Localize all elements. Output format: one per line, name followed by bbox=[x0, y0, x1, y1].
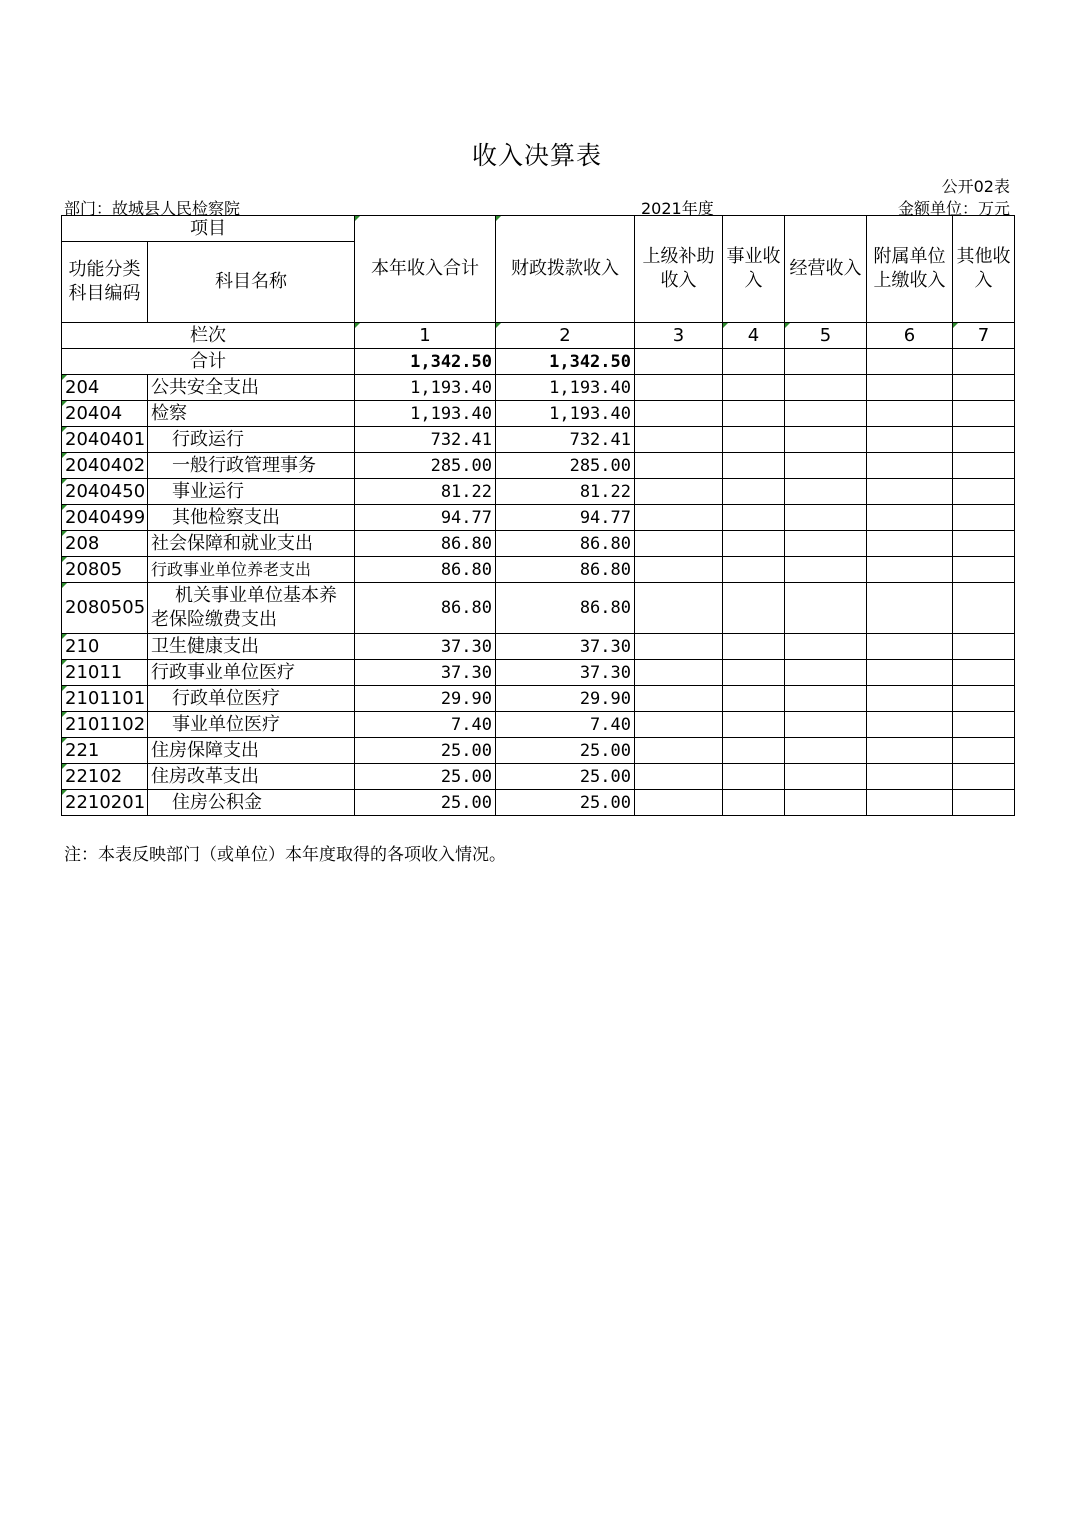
table-row bbox=[62, 401, 1015, 427]
row-name: 社会保障和就业支出 bbox=[148, 531, 355, 557]
row-code: 2210201 bbox=[62, 790, 148, 816]
row-fiscal: 1,193.40 bbox=[496, 401, 635, 427]
row-code: 221 bbox=[62, 738, 148, 764]
table-row bbox=[62, 790, 1015, 816]
summary-fiscal: 1,342.50 bbox=[496, 349, 635, 375]
header-other: 其他收入 bbox=[953, 216, 1015, 323]
row-total: 37.30 bbox=[355, 634, 496, 660]
row-code: 2040450 bbox=[62, 479, 148, 505]
row-name: 住房改革支出 bbox=[148, 764, 355, 790]
table-row bbox=[62, 712, 1015, 738]
row-code: 210 bbox=[62, 634, 148, 660]
row-code: 2040499 bbox=[62, 505, 148, 531]
row-code: 2040401 bbox=[62, 427, 148, 453]
table-row bbox=[62, 453, 1015, 479]
table-row bbox=[62, 686, 1015, 712]
table-row bbox=[62, 557, 1015, 583]
row-name: 卫生健康支出 bbox=[148, 634, 355, 660]
header-code: 功能分类科目编码 bbox=[62, 242, 148, 323]
table-row bbox=[62, 764, 1015, 790]
row-total: 29.90 bbox=[355, 686, 496, 712]
row-name: 机关事业单位基本养老保险缴费支出 bbox=[148, 583, 355, 634]
amount-unit: 金额单位：万元 bbox=[897, 199, 1010, 218]
row-fiscal: 86.80 bbox=[496, 557, 635, 583]
row-name: 公共安全支出 bbox=[148, 375, 355, 401]
row-total: 37.30 bbox=[355, 660, 496, 686]
row-total: 285.00 bbox=[355, 453, 496, 479]
row-name: 其他检察支出 bbox=[148, 505, 355, 531]
row-code: 204 bbox=[62, 375, 148, 401]
row-total: 86.80 bbox=[355, 583, 496, 634]
row-fiscal: 94.77 bbox=[496, 505, 635, 531]
summary-row bbox=[62, 349, 1015, 375]
row-name: 一般行政管理事务 bbox=[148, 453, 355, 479]
row-code: 208 bbox=[62, 531, 148, 557]
table-row bbox=[62, 427, 1015, 453]
row-code: 22102 bbox=[62, 764, 148, 790]
col-num-4: 4 bbox=[723, 323, 785, 349]
row-total: 94.77 bbox=[355, 505, 496, 531]
row-name: 行政事业单位养老支出 bbox=[148, 557, 355, 583]
header-row-1 bbox=[62, 216, 1015, 242]
row-name: 住房保障支出 bbox=[148, 738, 355, 764]
table-row bbox=[62, 375, 1015, 401]
row-total: 25.00 bbox=[355, 790, 496, 816]
header-total: 本年收入合计 bbox=[355, 216, 496, 323]
col-num-2: 2 bbox=[496, 323, 635, 349]
table-row bbox=[62, 479, 1015, 505]
summary-total: 1,342.50 bbox=[355, 349, 496, 375]
row-total: 25.00 bbox=[355, 764, 496, 790]
form-number: 公开02表 bbox=[941, 177, 1010, 196]
row-total: 25.00 bbox=[355, 738, 496, 764]
row-name: 事业单位医疗 bbox=[148, 712, 355, 738]
row-code: 2101102 bbox=[62, 712, 148, 738]
row-name: 行政单位医疗 bbox=[148, 686, 355, 712]
table-note: 注：本表反映部门（或单位）本年度取得的各项收入情况。 bbox=[64, 845, 506, 865]
row-total: 1,193.40 bbox=[355, 401, 496, 427]
table-row bbox=[62, 634, 1015, 660]
header-business: 经营收入 bbox=[785, 216, 867, 323]
row-fiscal: 86.80 bbox=[496, 583, 635, 634]
row-fiscal: 732.41 bbox=[496, 427, 635, 453]
report-title: 收入决算表 bbox=[471, 141, 602, 170]
table-row bbox=[62, 738, 1015, 764]
header-name: 科目名称 bbox=[148, 242, 355, 323]
row-total: 732.41 bbox=[355, 427, 496, 453]
row-fiscal: 81.22 bbox=[496, 479, 635, 505]
row-code: 2040402 bbox=[62, 453, 148, 479]
col-num-6: 6 bbox=[867, 323, 953, 349]
header-affiliated: 附属单位上缴收入 bbox=[867, 216, 953, 323]
report-meta bbox=[64, 196, 1010, 216]
row-total: 81.22 bbox=[355, 479, 496, 505]
header-fiscal: 财政拨款收入 bbox=[496, 216, 635, 323]
row-fiscal: 25.00 bbox=[496, 790, 635, 816]
table-row bbox=[62, 531, 1015, 557]
row-fiscal: 25.00 bbox=[496, 764, 635, 790]
row-code: 21011 bbox=[62, 660, 148, 686]
fiscal-year: 2021年度 bbox=[641, 199, 714, 218]
row-total: 86.80 bbox=[355, 531, 496, 557]
header-superior: 上级补助收入 bbox=[635, 216, 723, 323]
row-name: 检察 bbox=[148, 401, 355, 427]
col-num-3: 3 bbox=[635, 323, 723, 349]
row-fiscal: 1,193.40 bbox=[496, 375, 635, 401]
row-name: 住房公积金 bbox=[148, 790, 355, 816]
col-num-7: 7 bbox=[953, 323, 1015, 349]
row-fiscal: 7.40 bbox=[496, 712, 635, 738]
row-fiscal: 29.90 bbox=[496, 686, 635, 712]
row-name: 行政运行 bbox=[148, 427, 355, 453]
row-fiscal: 86.80 bbox=[496, 531, 635, 557]
income-table bbox=[61, 215, 1015, 816]
table-row bbox=[62, 583, 1015, 634]
summary-label: 合计 bbox=[62, 349, 355, 375]
column-label: 栏次 bbox=[62, 323, 355, 349]
table-row bbox=[62, 660, 1015, 686]
row-total: 7.40 bbox=[355, 712, 496, 738]
row-fiscal: 37.30 bbox=[496, 634, 635, 660]
header-institution: 事业收入 bbox=[723, 216, 785, 323]
row-total: 86.80 bbox=[355, 557, 496, 583]
row-fiscal: 37.30 bbox=[496, 660, 635, 686]
header-item: 项目 bbox=[62, 216, 355, 242]
row-name: 事业运行 bbox=[148, 479, 355, 505]
row-code: 20805 bbox=[62, 557, 148, 583]
row-name: 行政事业单位医疗 bbox=[148, 660, 355, 686]
row-code: 20404 bbox=[62, 401, 148, 427]
col-num-5: 5 bbox=[785, 323, 867, 349]
row-code: 2080505 bbox=[62, 583, 148, 634]
department-label: 部门：故城县人民检察院 bbox=[64, 199, 241, 218]
row-fiscal: 25.00 bbox=[496, 738, 635, 764]
row-fiscal: 285.00 bbox=[496, 453, 635, 479]
row-total: 1,193.40 bbox=[355, 375, 496, 401]
table-row bbox=[62, 505, 1015, 531]
col-num-1: 1 bbox=[355, 323, 496, 349]
column-number-row bbox=[62, 323, 1015, 349]
row-code: 2101101 bbox=[62, 686, 148, 712]
